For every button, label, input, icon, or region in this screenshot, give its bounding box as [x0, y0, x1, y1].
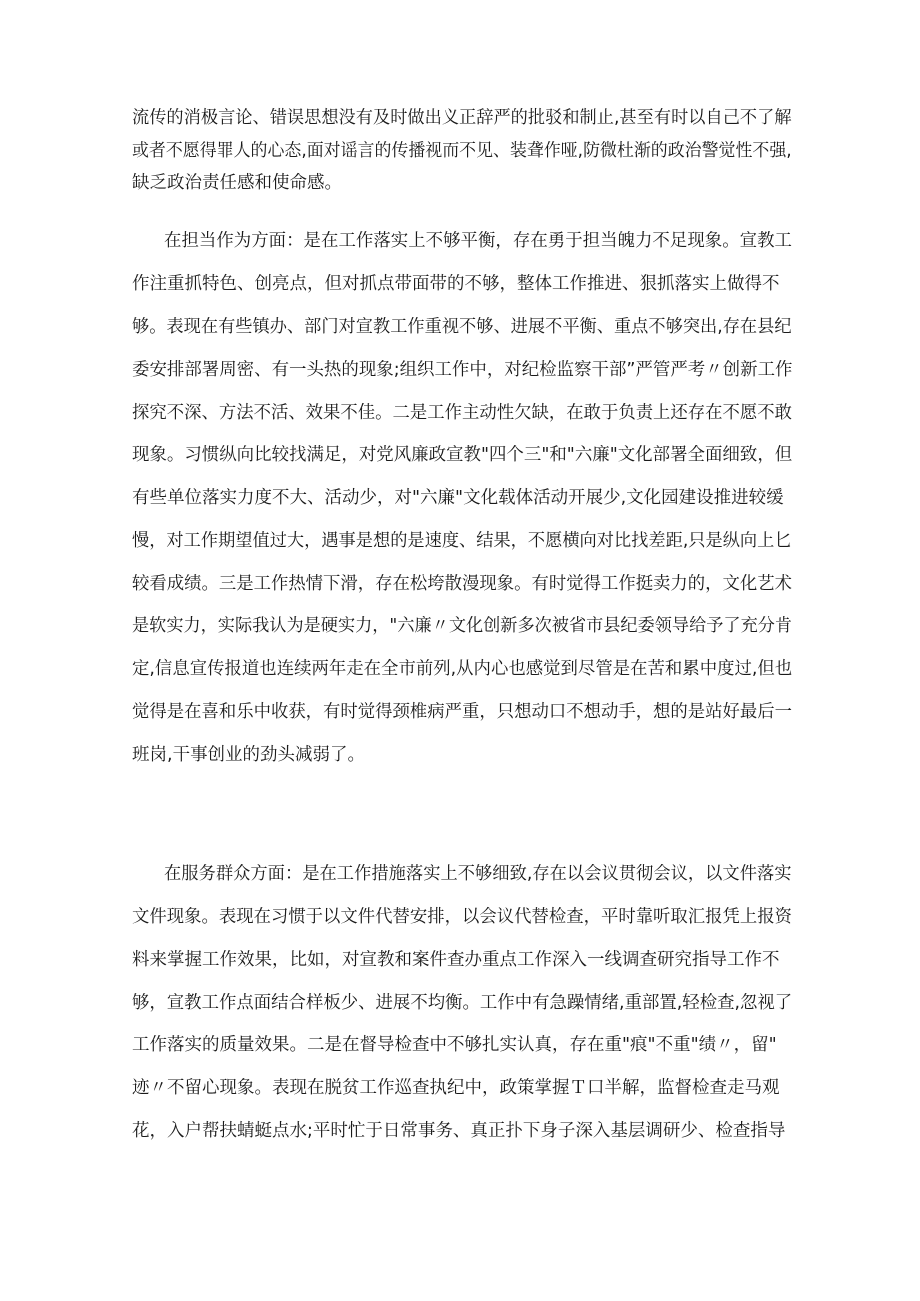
text-line: 花，入户帮扶蜻蜓点水;平时忙于日常事务、真正扑下身子深入基层调研少、检查指导	[132, 1121, 786, 1141]
text-line: 现象。习惯纵向比较找满足，对党风廉政宣教"四个三"和"六廉"文化部署全面细致，但	[132, 445, 793, 465]
text-line: 较看成绩。三是工作热情下滑，存在松垮散漫现象。有时觉得工作挺卖力的，文化艺术	[132, 574, 793, 594]
text-line: 委安排部署周密、有一头热的现象;组织工作中，对纪检监察干部”严管严考〃创新工作	[132, 360, 793, 380]
text-line: 探究不深、方法不活、效果不佳。二是工作主动性欠缺，在敢于负责上还存在不愿不敢	[132, 403, 793, 423]
text-line: 或者不愿得罪人的心态,面对谣言的传播视而不见、装聋作哑,防微杜渐的政治警觉性不强,	[132, 141, 792, 161]
text-line: 缺乏政治责任感和使命感。	[132, 173, 342, 193]
text-line: 够，宣教工作点面结合样板少、进展不均衡。工作中有急躁情绪,重部置,轻检查,忽视了	[132, 993, 793, 1013]
text-line: 是软实力，实际我认为是硬实力，"六廉〃文化创新多次被省市县纪委领导给予了充分肯	[132, 616, 793, 636]
text-line: 够。表现在有些镇办、部门对宣教工作重视不够、进展不平衡、重点不够突出,存在县纪	[132, 317, 792, 337]
text-line: 在担当作为方面：是在工作落实上不够平衡，存在勇于担当魄力不足现象。宣教工	[164, 231, 792, 251]
text-line: 料来掌握工作效果，比如，对宣教和案件查办重点工作深入一线调查研究指导工作不	[132, 950, 780, 970]
text-line: 工作落实的质量效果。二是在督导检查中不够扎实认真，存在重"痕"不重"绩〃，留"	[132, 1035, 777, 1055]
text-line: 班岗,干事创业的劲头减弱了。	[132, 745, 366, 765]
text-line: 迹〃不留心现象。表现在脱贫工作巡查执纪中，政策掌握Ｔ口半解，监督检查走马观	[132, 1078, 780, 1098]
text-line: 慢，对工作期望值过大，遇事是想的是速度、结果，不愿横向对比找差距,只是纵向上匕	[132, 531, 792, 551]
text-line: 流传的消极言论、错误思想没有及时做出义正辞严的批驳和制止,甚至有时以自己不了解	[132, 108, 792, 128]
text-line: 在服务群众方面：是在工作措施落实上不够细致,存在以会议贯彻会议，以文件落实	[164, 864, 792, 884]
text-line: 觉得是在喜和乐中收获，有时觉得颈椎病严重，只想动口不想动手，想的是站好最后一	[132, 702, 793, 722]
text-line: 有些单位落实力度不大、活动少，对"六廉"文化载体活动开展少,文化园建设推进较缓	[132, 488, 784, 508]
text-line: 作注重抓特色、创亮点，但对抓点带面带的不够，整体工作推进、狠抓落实上做得不	[132, 274, 780, 294]
text-line: 文件现象。表现在习惯于以文件代替安排，以会议代替检查，平时靠听取汇报凭上报资	[132, 907, 793, 927]
text-line: 定,信息宣传报道也连续两年走在全市前列,从内心也感觉到尽管是在苦和累中度过,但也	[132, 659, 793, 679]
